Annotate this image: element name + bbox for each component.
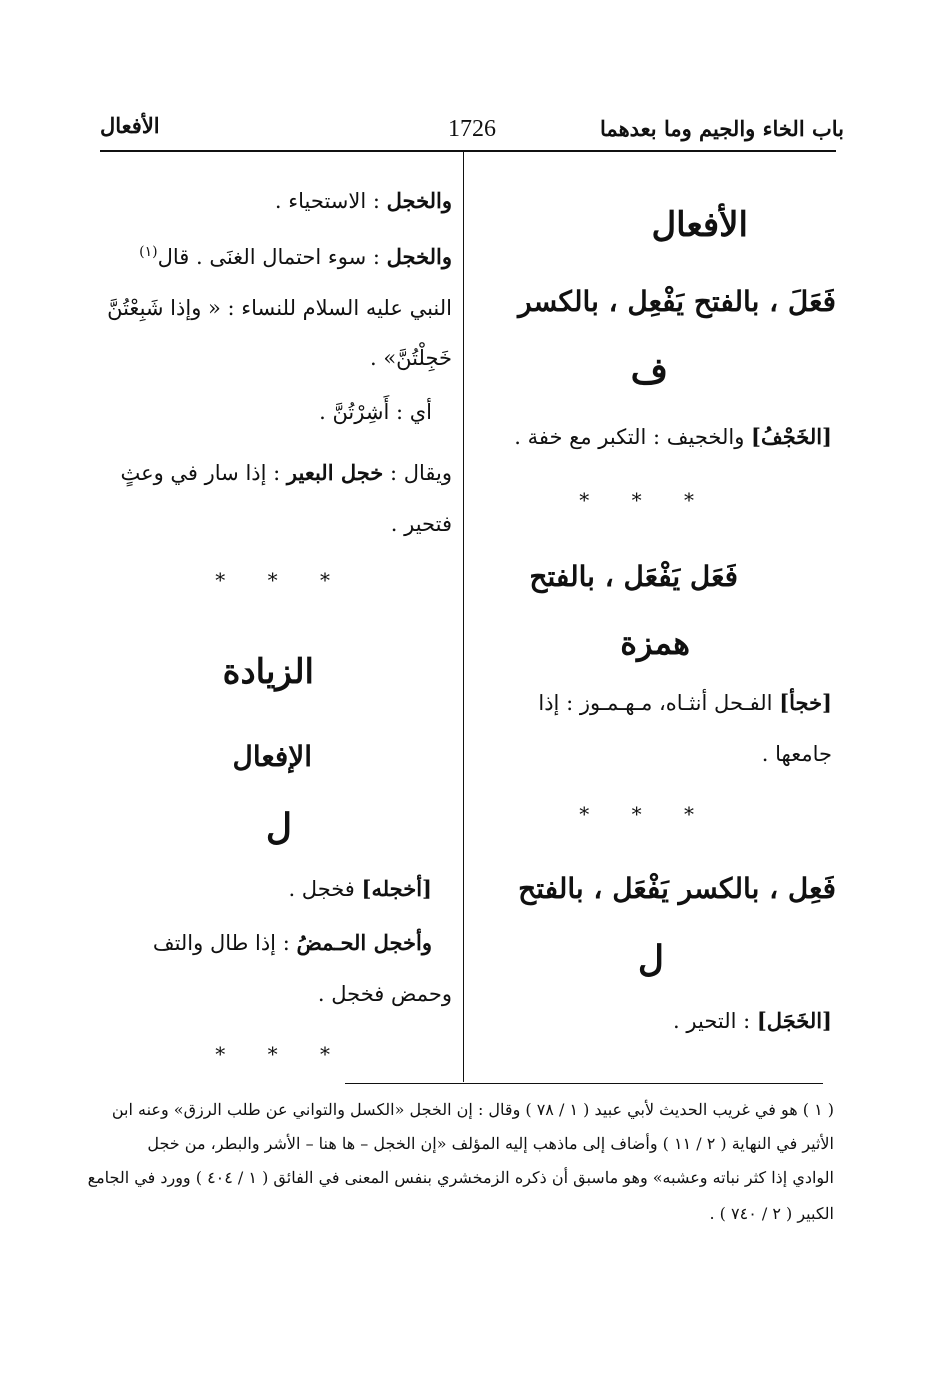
right-entry-1-text: والخجيف : التكبر مع خفة . [514,425,752,449]
left-line-6 [120,460,452,485]
right-entry-3 [673,1008,832,1033]
right-entry-1 [514,424,832,449]
footnote-line-2: الأثير في النهاية ( ٢ / ١١ ) وأضاف إلى ماذهب إليه المؤلف «إن الخجل – ها هنا – الأشر والبطر، من خجل [147,1134,834,1153]
right-heading-2-letter: همزة [620,624,690,662]
left-line-1-head: والخجل [386,188,452,213]
running-head-section: الأفعال [100,113,160,138]
left-line-6-head: خجل البعير [286,460,384,485]
right-entry-3-head: [الخَجَل] [756,1008,832,1033]
left-stars-1: * * * [215,568,348,592]
left-line-6-text: : إذا سار في وعثٍ [120,461,287,485]
running-head-chapter: باب الخاء والجيم وما بعدهما [600,116,844,141]
left-entry-2 [153,930,432,955]
right-heading-2: فَعَل يَفْعَل ، بالفتح [529,560,738,593]
right-entry-3-text: : التحير . [673,1009,757,1033]
left-stars-2: * * * [215,1042,348,1066]
left-entry-2-line-2: وحمض فخجل . [317,982,452,1006]
left-line-7: فتحير . [390,512,452,536]
right-entry-2-text: الفـحل أنثـاه، مـهـمـوز : إذا [538,691,780,715]
footnote-ref: (١) [139,244,158,260]
right-stars-1: * * * [579,488,712,512]
right-heading-1-letter: ف [630,350,668,392]
left-line-4: خَجِلْتُنَّ» . [369,346,452,370]
left-line-1-text: : الاستحياء . [274,189,387,213]
left-title-ifal: الإفعال [232,740,312,773]
right-entry-2-head: [خجأ] [779,690,832,715]
left-line-3: النبي عليه السلام للنساء : « وإذا شَبِعْتُنَّ [107,296,452,320]
right-heading-3-letter: ل [637,938,664,980]
left-entry-1-head: [أخجله] [361,876,432,901]
left-entry-2-text: : إذا طال والتف [152,931,297,955]
footnote-rule [345,1083,823,1084]
footnote-line-1: ( ١ ) هو في غريب الحديث لأبي عبيد ( ١ / ٧٨ ) وقال : إن الخجل «الكسل والتواني عن طلب الرزق» وعنه ابن [111,1100,834,1119]
left-line-5: أي : أَشِرْتُنَّ . [319,400,432,424]
right-heading-3: فَعِل ، بالكسر يَفْعَل ، بالفتح [518,872,836,905]
left-letter: ل [265,806,292,848]
footnote-line-4: الكبير ( ٢ / ٧٤٠ ) . [709,1204,834,1223]
header-rule [100,150,836,152]
column-divider [463,152,464,1082]
left-line-2-head: والخجل [386,244,452,269]
right-entry-2-line-2: جامعها . [761,742,832,766]
left-entry-1 [288,876,432,901]
page-number: 1726 [448,116,496,142]
right-entry-1-head: [الخَجْفُ] [751,424,832,449]
left-line-2-text: : سوء احتمال الغنَى . قال [157,245,387,269]
left-line-1 [275,188,452,213]
left-entry-1-text: فخجل . [288,877,362,901]
left-line-2 [139,244,452,269]
left-entry-2-head: وأخجل الحـمضُ [296,930,432,955]
right-entry-2-line-1 [538,690,832,715]
left-line-6-prefix: ويقال : [383,461,452,485]
footnote-line-3: الوادي إذا كثر نباته وعشبه» وهو ماسبق أن ذكره الزمخشري بنفس المعنى في الفائق ( ١ / ٤٠٤ ) وورد في الجامع [87,1168,834,1187]
right-stars-2: * * * [579,802,712,826]
right-title: الأفعال [651,205,748,245]
right-heading-1: فَعَلَ ، بالفتح يَفْعِل ، بالكسر [518,285,836,318]
left-title-ziyada: الزيادة [222,652,314,692]
